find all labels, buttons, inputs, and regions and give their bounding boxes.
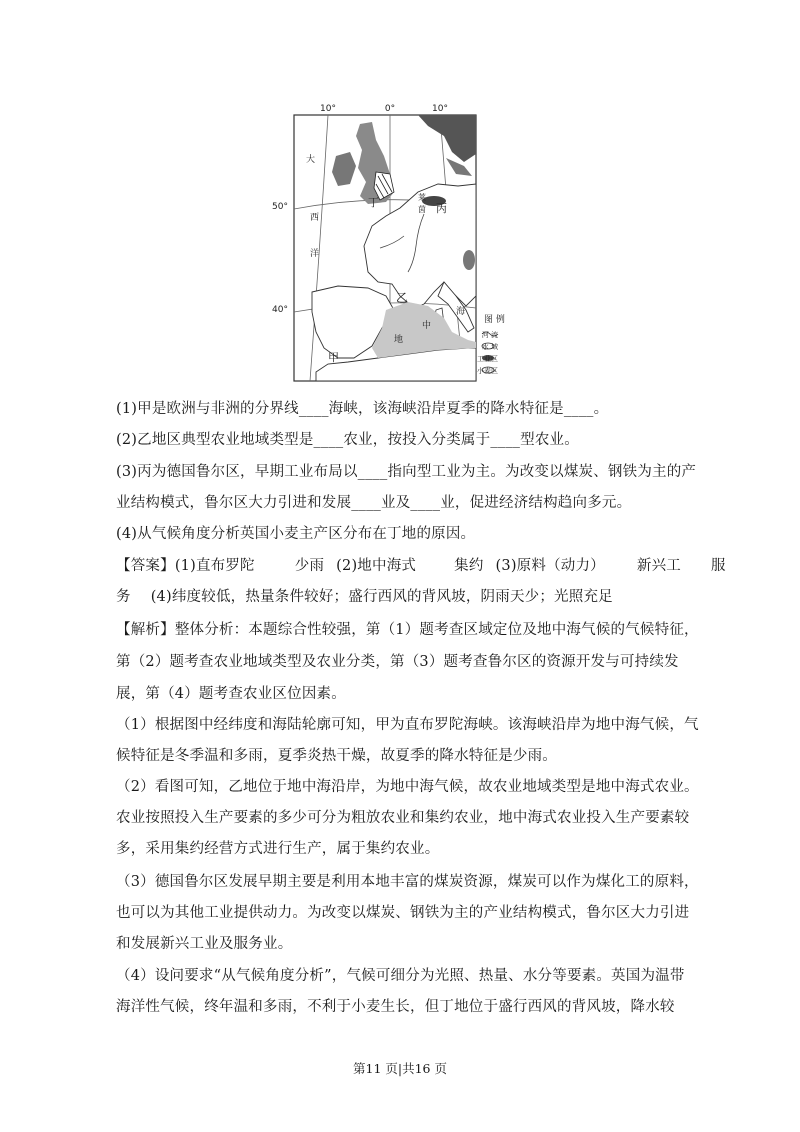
answer-line-1 [116,554,726,575]
analysis-line-8: 多，采用集约经营方式进行生产，属于集约农业。 [116,841,440,857]
place-label-bing: 丙 [436,202,447,215]
analysis-line-2: 第（2）题考查农业地域类型及农业分类，第（3）题考查鲁尔区的资源开发与可持续发 [116,654,679,670]
analysis-line-11: 和发展新兴工业及服务业。 [116,936,293,952]
analysis-line-3: 展，第（4）题考查农业区位因素。 [116,686,346,702]
answer-part-1: (1)直布罗陀 [174,558,255,574]
sea-label-atlantic-1: 大 [306,155,316,165]
answer-part-6: 新兴工 [636,558,681,574]
sea-label-med-2: 中 [422,321,432,331]
lat-label-50n: 50° [272,202,288,212]
answer-part-7: 服 [710,558,726,574]
analysis-line-10: 也可以为其他工业提供动力。为改变以煤炭、钢铁为主的产业结构模式，鲁尔区大力引进 [116,905,690,921]
place-label-ding: 丁 [368,196,379,209]
page-number-footer: 第11 页|共16 页 [353,1061,447,1076]
place-label-lai: 莱 [418,193,426,202]
analysis-line-12: （4）设问要求“从气候角度分析”，气候可细分为光照、热量、水分等要素。英国为温带 [116,968,685,984]
analysis-line-4: （1）根据图中经纬度和海陆轮廓可知，甲为直布罗陀海峡。该海峡沿岸为地中海气候，气 [116,717,699,733]
europe-map-figure [268,96,505,390]
question-3-line-2: 业结构模式，鲁尔区大力引进和发展____业及____业，促进经济结构趋向多元。 [116,495,632,511]
answer-part-9: (4)纬度较低，热量条件较好；盛行西风的背风坡，阴雨天少；光照充足 [150,589,613,605]
legend-title: 图 例 [484,315,505,325]
answer-line-2 [116,585,613,606]
analysis-label: 【解析】 [116,622,175,638]
legend-river-label: 河 流 [481,331,498,339]
sea-label-med-1: 地 [394,335,404,345]
lon-label-0: 0° [384,104,396,114]
legend-water-label: 水 域 [481,343,498,351]
analysis-line-7: 农业按照投入生产要素的多少可分为粗放农业和集约农业，地中海式农业投入生产要素较 [116,810,690,826]
legend-industry-label: 工业区 [477,355,498,363]
analysis-line-1 [116,618,699,639]
water-body-1 [463,250,475,270]
lat-label-40n: 40° [272,305,288,315]
answer-part-5: (3)原料（动力） [495,558,605,574]
analysis-line-5: 候特征是冬季温和多雨，夏季炎热干燥，故夏季的降水特征是少雨。 [116,748,557,764]
analysis-line-9: （3）德国鲁尔区发展早期主要是利用本地丰富的煤炭资源，煤炭可以作为煤化工的原料， [116,874,699,890]
question-3-line-1: (3)丙为德国鲁尔区，早期工业布局以____指向型工业为主。为改变以煤炭、钢铁为主的产 [116,464,697,480]
analysis-text-1: 整体分析：本题综合性较强，第（1）题考查区域定位及地中海气候的气候特征， [174,622,699,638]
lon-label-10w: 10° [320,104,336,114]
question-1: (1)甲是欧洲与非洲的分界线____海峡，该海峡沿岸夏季的降水特征是____。 [116,401,609,417]
question-4: (4)从气候角度分析英国小麦主产区分布在丁地的原因。 [116,526,476,542]
place-label-jia: 甲 [328,351,339,364]
lon-label-10e: 10° [432,104,448,114]
answer-part-3: (2)地中海式 [336,558,417,574]
sea-label-med-3: 海 [456,307,466,317]
sea-label-atlantic-2: 西 [310,213,320,223]
answer-part-4: 集约 [454,558,484,574]
answer-part-8: 务 [116,589,131,605]
legend-wheat-label: 小麦区 [477,367,498,375]
place-label-yin: 茵 [418,205,426,214]
analysis-line-6: （2）看图可知，乙地位于地中海沿岸，为地中海气候，故农业地域类型是地中海式农业。 [116,779,699,795]
answer-label: 【答案】 [116,558,175,574]
sea-label-atlantic-3: 洋 [310,249,320,259]
place-label-yi: 乙 [396,291,409,305]
answer-part-2: 少雨 [294,558,325,574]
analysis-line-13: 海洋性气候，终年温和多雨，不利于小麦生长，但丁地位于盛行西风的背风坡，降水较 [116,999,675,1015]
question-2: (2)乙地区典型农业地域类型是____农业，按投入分类属于____型农业。 [116,432,579,448]
